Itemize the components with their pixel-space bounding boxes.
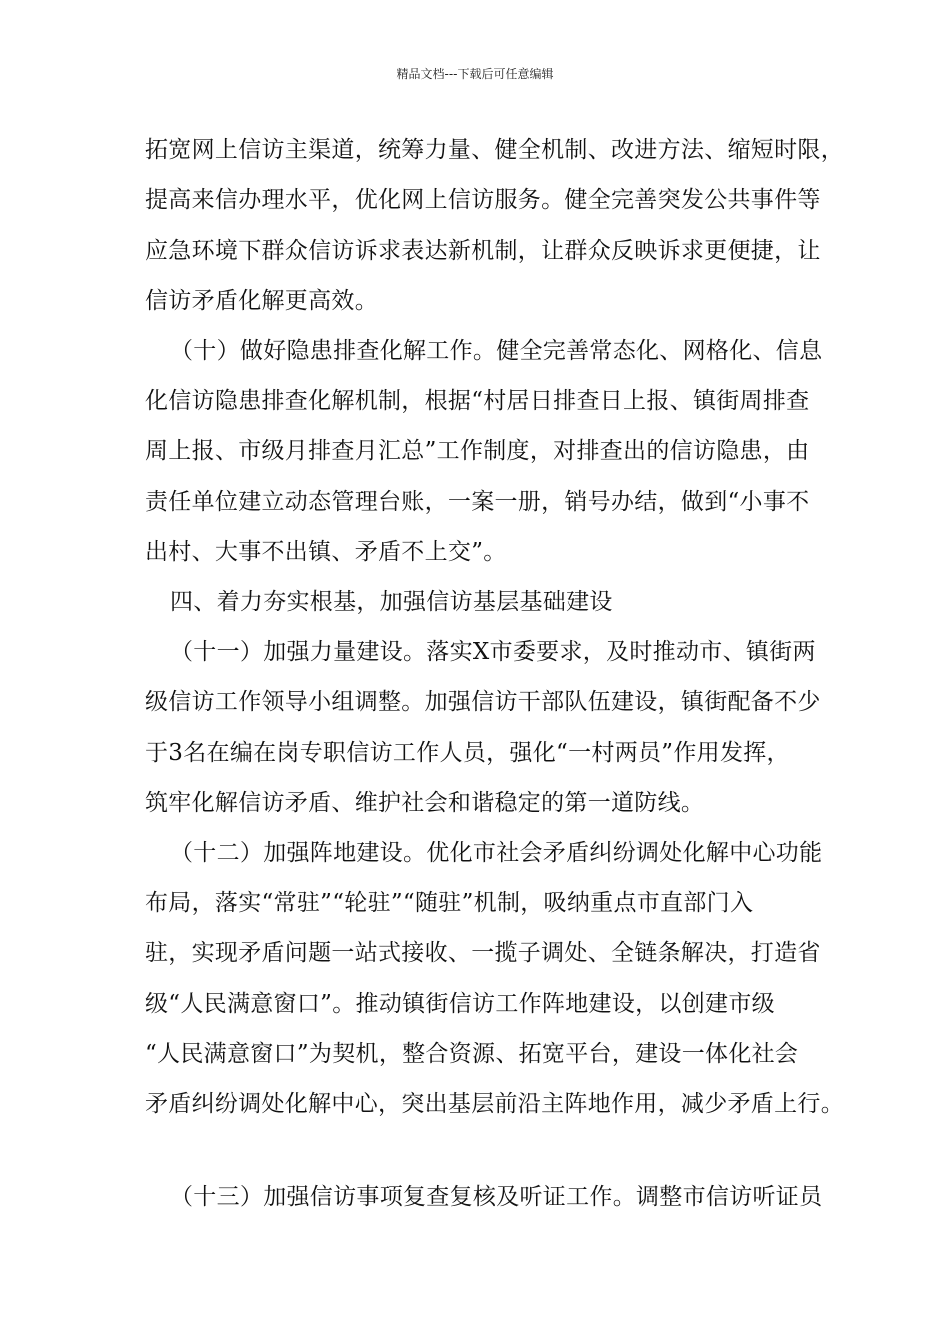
paragraph-13-line-1: （十三）加强信访事项复查复核及听证工作。调整市信访听证员	[170, 1184, 823, 1210]
page-header: 精品文档---下载后可任意编辑	[396, 67, 554, 81]
paragraph-12-line-5: “人民满意窗口”为契机，整合资源、拓宽平台，建设一体化社会	[145, 1041, 799, 1067]
paragraph-12-line-1: （十二）加强阵地建设。优化市社会矛盾纠纷调处化解中心功能	[170, 840, 823, 866]
paragraph-12-line-2: 布局，落实“常驻”“轮驻”“随驻”机制，吸纳重点市直部门入	[145, 890, 754, 916]
paragraph-9-line-2: 提高来信办理水平，优化网上信访服务。健全完善突发公共事件等	[145, 187, 821, 213]
paragraph-9-line-4: 信访矛盾化解更高效。	[145, 288, 378, 314]
paragraph-11-line-3: 于3名在编在岗专职信访工作人员，强化“一村两员”作用发挥，	[145, 740, 790, 766]
paragraph-12-line-6: 矛盾纠纷调处化解中心，突出基层前沿主阵地作用，减少矛盾上行。	[145, 1091, 844, 1117]
paragraph-12-line-3: 驻，实现矛盾问题一站式接收、一揽子调处、全链条解决，打造省	[145, 940, 821, 966]
paragraph-10-line-3: 周上报、市级月排查月汇总”工作制度，对排查出的信访隐患，由	[145, 438, 810, 464]
paragraph-12-line-4: 级“人民满意窗口”。推动镇街信访工作阵地建设，以创建市级	[145, 991, 775, 1017]
paragraph-10-line-4: 责任单位建立动态管理台账，一案一册，销号办结，做到“小事不	[145, 489, 810, 515]
paragraph-10-line-1: （十）做好隐患排查化解工作。健全完善常态化、网格化、信息	[170, 338, 823, 364]
paragraph-11-line-4: 筑牢化解信访矛盾、维护社会和谐稳定的第一道防线。	[145, 790, 705, 816]
section-heading-4: 四、着力夯实根基，加强信访基层基础建设	[170, 589, 613, 615]
paragraph-10-line-2: 化信访隐患排查化解机制，根据“村居日排查日上报、镇街周排查	[145, 388, 810, 414]
paragraph-11-line-1: （十一）加强力量建设。落实X市委要求，及时推动市、镇街两	[170, 639, 816, 665]
paragraph-10-line-5: 出村、大事不出镇、矛盾不上交”。	[145, 539, 507, 565]
paragraph-9-line-3: 应急环境下群众信访诉求表达新机制，让群众反映诉求更便捷，让	[145, 238, 821, 264]
paragraph-9-line-1: 拓宽网上信访主渠道，统筹力量、健全机制、改进方法、缩短时限，	[145, 137, 844, 163]
paragraph-11-line-2: 级信访工作领导小组调整。加强信访干部队伍建设，镇街配备不少	[145, 689, 821, 715]
